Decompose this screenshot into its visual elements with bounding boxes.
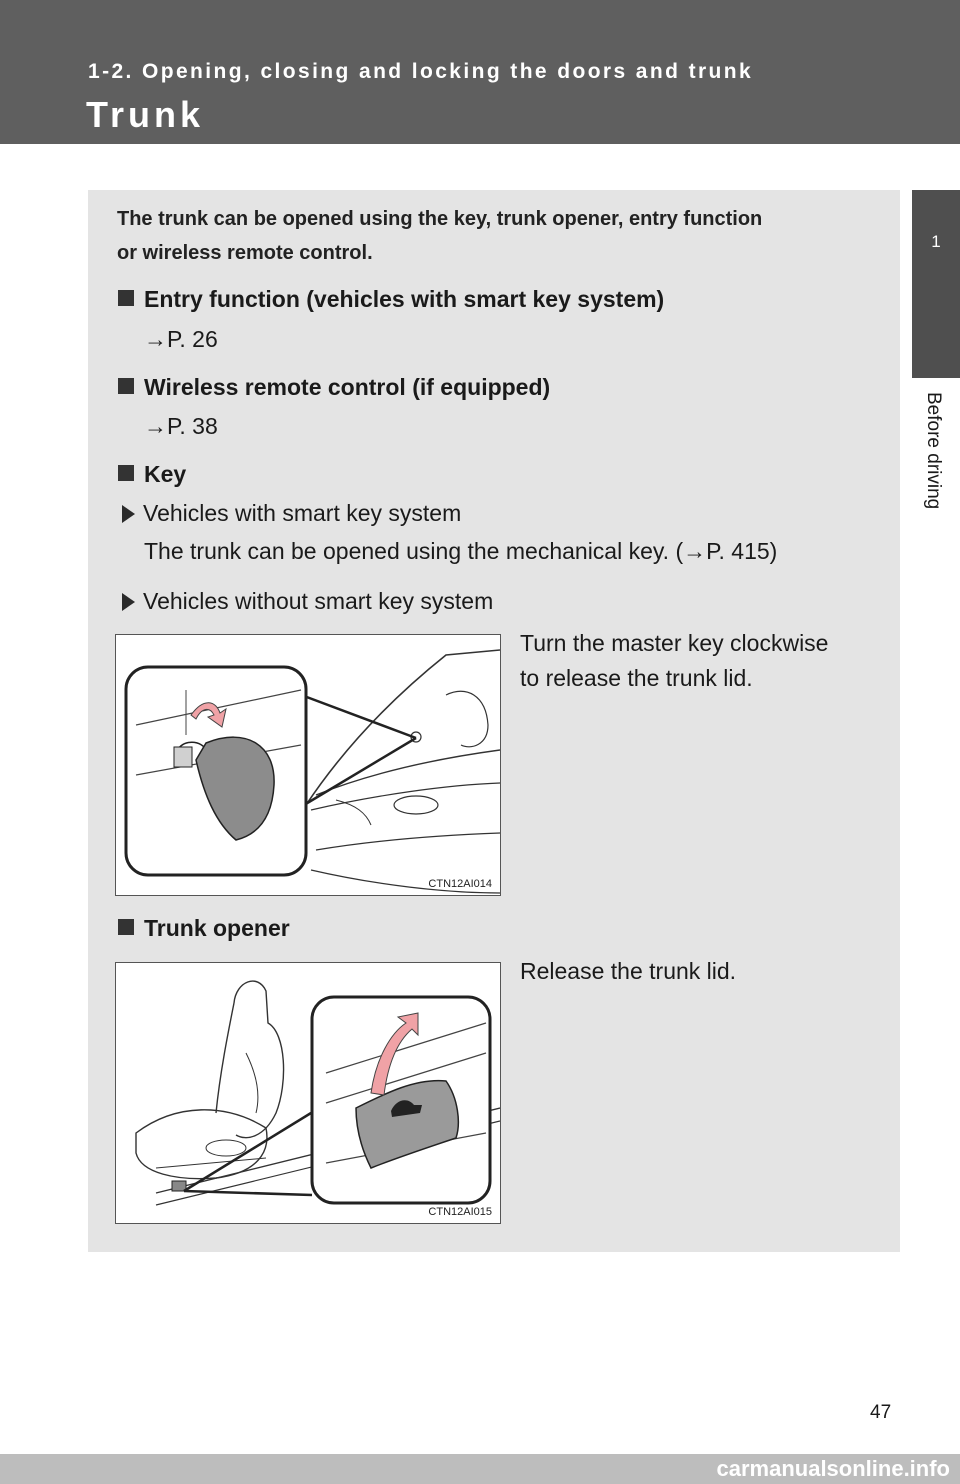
page-header bbox=[0, 0, 960, 144]
square-bullet-icon bbox=[118, 919, 134, 935]
intro-line-1: The trunk can be opened using the key, trunk opener, entry function bbox=[117, 208, 763, 230]
ref-entry-function: →P. 26 bbox=[144, 326, 218, 352]
subheading-text: Vehicles without smart key system bbox=[143, 588, 494, 614]
figure-code: CTN12AI015 bbox=[428, 1206, 492, 1218]
heading-wireless-remote bbox=[118, 374, 550, 401]
no-smart-key-text-2: to release the trunk lid. bbox=[520, 665, 753, 691]
no-smart-key-text-1: Turn the master key clockwise bbox=[520, 630, 829, 656]
figure-trunk-opener bbox=[115, 962, 501, 1224]
key-trunk-illustration bbox=[116, 635, 500, 895]
smart-key-text: The trunk can be opened using the mechanical key. (→P. 415) bbox=[144, 538, 778, 564]
chapter-label: Before driving bbox=[923, 392, 944, 510]
square-bullet-icon bbox=[118, 290, 134, 306]
figure-code: CTN12AI014 bbox=[428, 878, 492, 890]
heading-text: Wireless remote control (if equipped) bbox=[144, 374, 551, 400]
heading-key bbox=[118, 461, 186, 488]
page-title: Trunk bbox=[86, 94, 205, 135]
subheading-no-smart-key bbox=[122, 588, 493, 615]
heading-text: Trunk opener bbox=[144, 915, 290, 941]
watermark: carmanualsonline.info bbox=[0, 1454, 960, 1484]
chapter-tab bbox=[912, 190, 960, 378]
square-bullet-icon bbox=[118, 378, 134, 394]
trunk-opener-text: Release the trunk lid. bbox=[520, 958, 737, 984]
figure-key-trunk bbox=[115, 634, 501, 896]
heading-text: Key bbox=[144, 461, 187, 487]
subheading-text: Vehicles with smart key system bbox=[143, 500, 462, 526]
subheading-smart-key bbox=[122, 500, 461, 527]
square-bullet-icon bbox=[118, 465, 134, 481]
chapter-number: 1 bbox=[931, 232, 941, 251]
trunk-opener-illustration bbox=[116, 963, 500, 1223]
ref-wireless-remote: →P. 38 bbox=[144, 413, 218, 439]
intro-line-2: or wireless remote control. bbox=[117, 242, 373, 264]
triangle-bullet-icon bbox=[122, 505, 135, 523]
heading-entry-function bbox=[118, 286, 664, 313]
triangle-bullet-icon bbox=[122, 593, 135, 611]
content-panel bbox=[88, 190, 900, 1252]
heading-trunk-opener bbox=[118, 915, 290, 942]
page-number: 47 bbox=[870, 1402, 892, 1423]
section-title: 1-2. Opening, closing and locking the doors and trunk bbox=[88, 60, 754, 83]
heading-text: Entry function (vehicles with smart key system) bbox=[144, 286, 665, 312]
